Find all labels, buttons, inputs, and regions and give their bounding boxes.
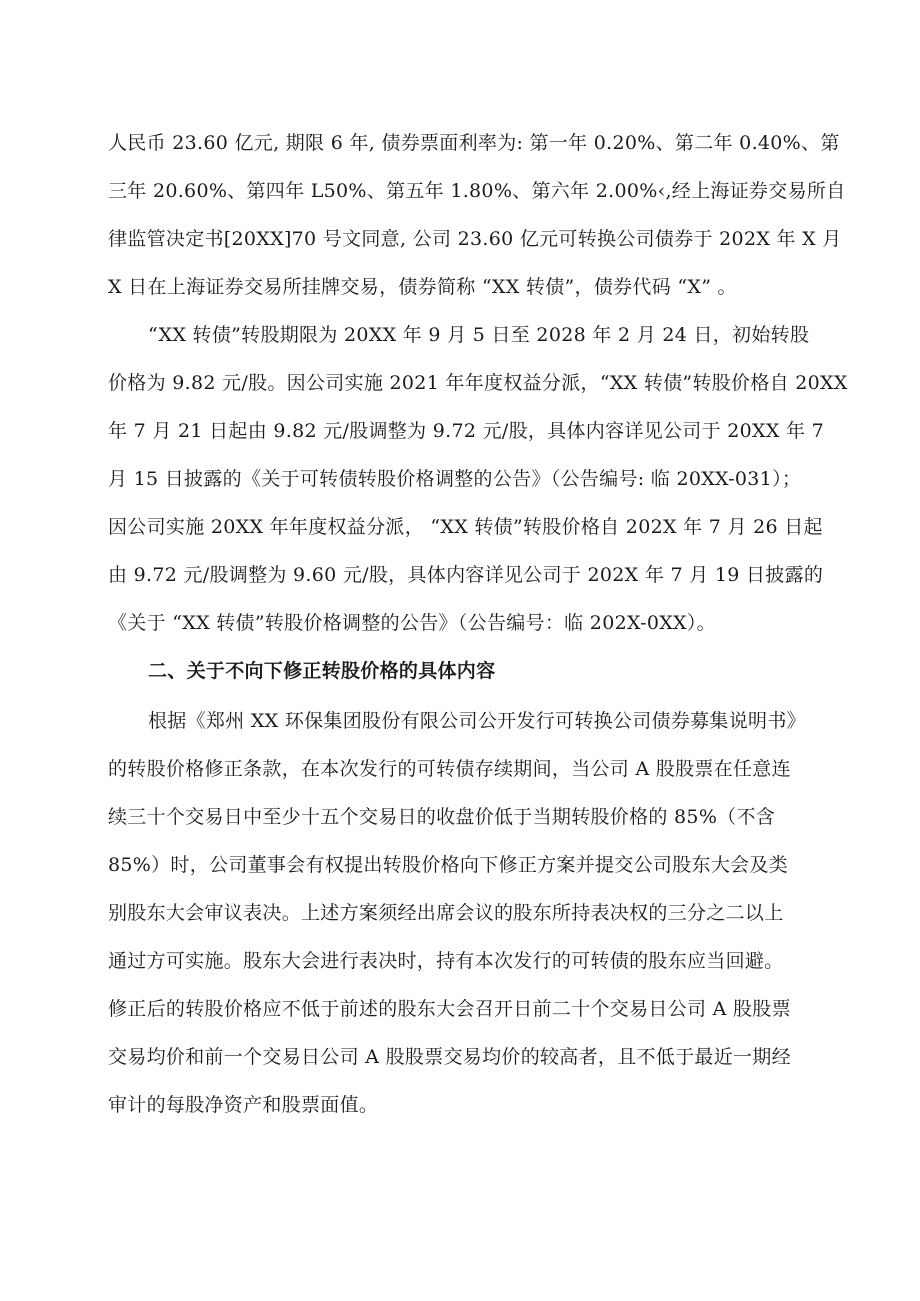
text-line: 交易均价和前一个交易日公司 A 股股票交易均价的较高者，且不低于最近一期经 [108,1046,791,1068]
text-line: 审计的每股净资产和股票面值。 [108,1094,379,1116]
text-line: 根据《郑州 XX 环保集团股份有限公司公开发行可转换公司债券募集说明书》 [148,710,806,732]
text-line: 价格为 9.82 元/股。因公司实施 2021 年年度权益分派，“XX 转债”转股价格自 20XX [108,372,848,394]
text-line: 年 7 月 21 日起由 9.82 元/股调整为 9.72 元/股，具体内容详见公司于 20XX 年 7 [108,420,825,442]
text-line: 三年 20.60%、第四年 L50%、第五年 1.80%、第六年 2.00%‹,经上海证券交易所自 [108,180,846,202]
text-line: 《关于 “XX 转债”转股价格调整的公告》（公告编号：临 202X-0XX）。 [108,612,716,634]
paragraph-conversion-price-history [108,311,848,647]
text-line: 由 9.72 元/股调整为 9.60 元/股，具体内容详见公司于 202X 年 7 月 19 日披露的 [108,564,824,586]
text-line: 的转股价格修正条款，在本次发行的可转债存续期间，当公司 A 股股票在任意连 [108,758,791,780]
text-line: 月 15 日披露的《关于可转债转股价格调整的公告》（公告编号: 临 20XX-031）； [108,468,802,490]
text-line: 85%）时，公司董事会有权提出转股价格向下修正方案并提交公司股东大会及类 [108,854,789,876]
text-line: “XX 转债”转股期限为 20XX 年 9 月 5 日至 2028 年 2 月 24 日，初始转股 [148,324,810,346]
text-line: 通过方可实施。股东大会进行表决时，持有本次发行的可转债的股东应当回避。 [108,950,784,972]
text-line: 续三十个交易日中至少十五个交易日的收盘价低于当期转股价格的 85%（不含 [108,806,776,828]
text-line: 别股东大会审议表决。上述方案须经出席会议的股东所持表决权的三分之二以上 [108,902,784,924]
paragraph-revision-clause [108,697,818,1129]
text-line: 人民币 23.60 亿元, 期限 6 年, 债券票面利率为: 第一年 0.20%、第二年 0.40%、第 [108,132,840,154]
text-line: 因公司实施 20XX 年年度权益分派， “XX 转债”转股价格自 202X 年 7 月 26 日起 [108,516,823,538]
text-line: 修正后的转股价格应不低于前述的股东大会召开日前二十个交易日公司 A 股股票 [108,998,791,1020]
text-line: X 日在上海证券交易所挂牌交易，债券简称 “XX 转债”，债券代码 “X” 。 [108,276,737,298]
paragraph-bond-terms [108,119,846,311]
text-line: 律监管决定书[20XX]70 号文同意, 公司 23.60 亿元可转换公司债券于 202X 年 X 月 [108,228,842,250]
section-heading: 二、关于不向下修正转股价格的具体内容 [148,660,496,682]
